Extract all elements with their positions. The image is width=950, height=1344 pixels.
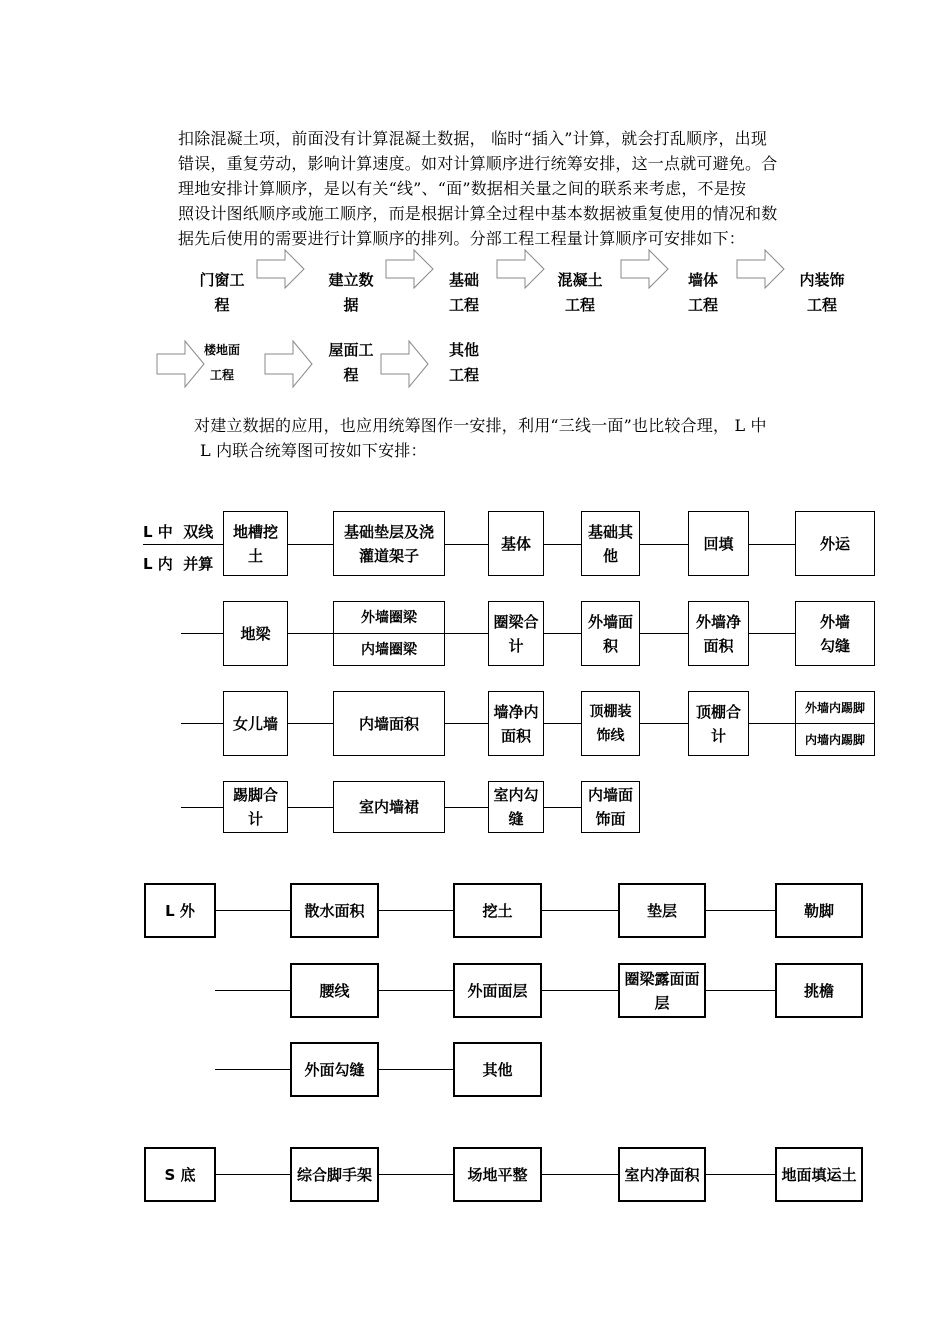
- connector-line: [378, 1069, 454, 1070]
- sequence-step: 内装饰 工程: [799, 271, 845, 314]
- connector-line: [288, 544, 334, 545]
- diagram-box: 女儿墙: [223, 691, 288, 756]
- connector-line: [544, 807, 582, 808]
- sequence-step: 混凝土 工程: [557, 271, 603, 314]
- intro-paragraph: [178, 126, 818, 251]
- connector-line: [288, 723, 334, 724]
- diagram-box: 外墙净 面积: [688, 601, 749, 666]
- sequence-step: 建立数 据: [328, 271, 374, 314]
- diagram-box: 挖土: [453, 883, 542, 938]
- diagram-box: 内墙面积: [333, 691, 445, 756]
- side-label: L 内 并算: [143, 555, 214, 573]
- connector-line: [445, 633, 488, 634]
- diagram-box: 室内净面积: [618, 1147, 706, 1202]
- diagram-box: 外面面层: [453, 963, 542, 1018]
- diagram-box: 外运: [795, 511, 875, 576]
- diagram-box: 其他: [453, 1042, 542, 1097]
- connector-line: [705, 990, 776, 991]
- sequence-step: 墙体 工程: [687, 271, 718, 314]
- connector-line: [378, 910, 454, 911]
- hollow-arrow-icon: [385, 249, 435, 289]
- connector-line: [544, 723, 582, 724]
- diagram-box: 地面填运土: [775, 1147, 863, 1202]
- diagram-box: S 底: [144, 1147, 216, 1202]
- connector-line: [181, 633, 223, 634]
- para2-line: 对建立数据的应用，也应用统筹图作一安排，利用“三线一面”也比较合理， L 中: [194, 416, 767, 435]
- diagram-box: 勒脚: [775, 883, 863, 938]
- intro-line: 理地安排计算顺序，是以有关“线”、“面”数据相关量之间的联系来考虑，不是按: [178, 179, 747, 198]
- diagram-split-box: 外墙圈梁 内墙圈梁: [333, 601, 445, 666]
- connector-line: [378, 1174, 454, 1175]
- diagram-box: 外墙面 积: [581, 601, 640, 666]
- diagram-box: 圈梁露面面 层: [618, 963, 706, 1018]
- hollow-arrow-icon: [256, 249, 306, 289]
- diagram-box: 基础垫层及浇 灌道架子: [333, 511, 445, 576]
- diagram-box: 场地平整: [453, 1147, 542, 1202]
- connector-line: [215, 1069, 291, 1070]
- connector-line: [445, 544, 488, 545]
- connector-line: [445, 807, 488, 808]
- sequence-step: 基础 工程: [448, 271, 479, 314]
- connector-line: [541, 990, 619, 991]
- connector-line: [181, 807, 223, 808]
- connector-line: [143, 544, 223, 545]
- connector-line: [705, 1174, 776, 1175]
- diagram-box: 墙净内 面积: [488, 691, 544, 756]
- diagram-box: 顶棚合 计: [688, 691, 749, 756]
- diagram-split-box: 外墙内踢脚 内墙内踢脚: [795, 691, 875, 756]
- connector-line: [288, 633, 334, 634]
- connector-line: [541, 910, 619, 911]
- second-paragraph: [194, 413, 814, 463]
- diagram-box: L 外: [144, 883, 216, 938]
- diagram-box: 外面勾缝: [290, 1042, 379, 1097]
- hollow-arrow-icon: [264, 340, 314, 388]
- connector-line: [544, 544, 582, 545]
- sequence-step: 屋面工 程: [328, 341, 374, 384]
- intro-line: 错误，重复劳动，影响计算速度。如对计算顺序进行统筹安排，这一点就可避免。合: [178, 154, 778, 173]
- connector-line: [378, 990, 454, 991]
- diagram-box: 内墙面 饰面: [581, 781, 640, 833]
- diagram-box: 室内勾 缝: [488, 781, 544, 833]
- diagram-box: 室内墙裙: [333, 781, 445, 833]
- connector-line: [749, 723, 796, 724]
- diagram-box: 回填: [688, 511, 749, 576]
- hollow-arrow-icon: [380, 340, 430, 388]
- diagram-box: 圈梁合 计: [488, 601, 544, 666]
- connector-line: [215, 910, 291, 911]
- diagram-box: 地槽挖 土: [223, 511, 288, 576]
- diagram-box: 散水面积: [290, 883, 379, 938]
- connector-line: [640, 633, 688, 634]
- diagram-box: 垫层: [618, 883, 706, 938]
- connector-line: [749, 544, 796, 545]
- diagram-box: 踢脚合 计: [223, 781, 288, 833]
- diagram-box: 顶棚装 饰线: [581, 691, 640, 756]
- diagram-box: 基体: [488, 511, 544, 576]
- side-label: L 中 双线: [143, 523, 214, 541]
- sequence-step: 门窗工 程: [199, 271, 245, 314]
- diagram-box: 地梁: [223, 601, 288, 666]
- diagram-box: 综合脚手架: [290, 1147, 379, 1202]
- connector-line: [215, 990, 291, 991]
- diagram-box: 腰线: [290, 963, 379, 1018]
- sequence-step: 楼地面 工程: [203, 343, 240, 382]
- connector-line: [541, 1174, 619, 1175]
- connector-line: [749, 633, 796, 634]
- connector-line: [288, 807, 334, 808]
- hollow-arrow-icon: [496, 249, 546, 289]
- diagram-box: 基础其 他: [581, 511, 640, 576]
- diagram-box: 外墙 勾缝: [795, 601, 875, 666]
- hollow-arrow-icon: [736, 249, 786, 289]
- connector-line: [544, 633, 582, 634]
- connector-line: [640, 723, 688, 724]
- intro-line: 扣除混凝土项，前面没有计算混凝土数据， 临时“插入”计算，就会打乱顺序，出现: [178, 129, 768, 148]
- sequence-step: 其他 工程: [448, 341, 479, 384]
- connector-line: [705, 910, 776, 911]
- connector-line: [215, 1174, 291, 1175]
- connector-line: [640, 544, 688, 545]
- para2-line: L 内联合统筹图可按如下安排：: [200, 441, 427, 460]
- intro-line: 据先后使用的需要进行计算顺序的排列。分部工程工程量计算顺序可安排如下：: [178, 229, 746, 248]
- connector-line: [181, 723, 223, 724]
- connector-line: [445, 723, 488, 724]
- hollow-arrow-icon: [620, 249, 670, 289]
- diagram-box: 挑檐: [775, 963, 863, 1018]
- intro-line: 照设计图纸顺序或施工顺序，而是根据计算全过程中基本数据被重复使用的情况和数: [178, 204, 778, 223]
